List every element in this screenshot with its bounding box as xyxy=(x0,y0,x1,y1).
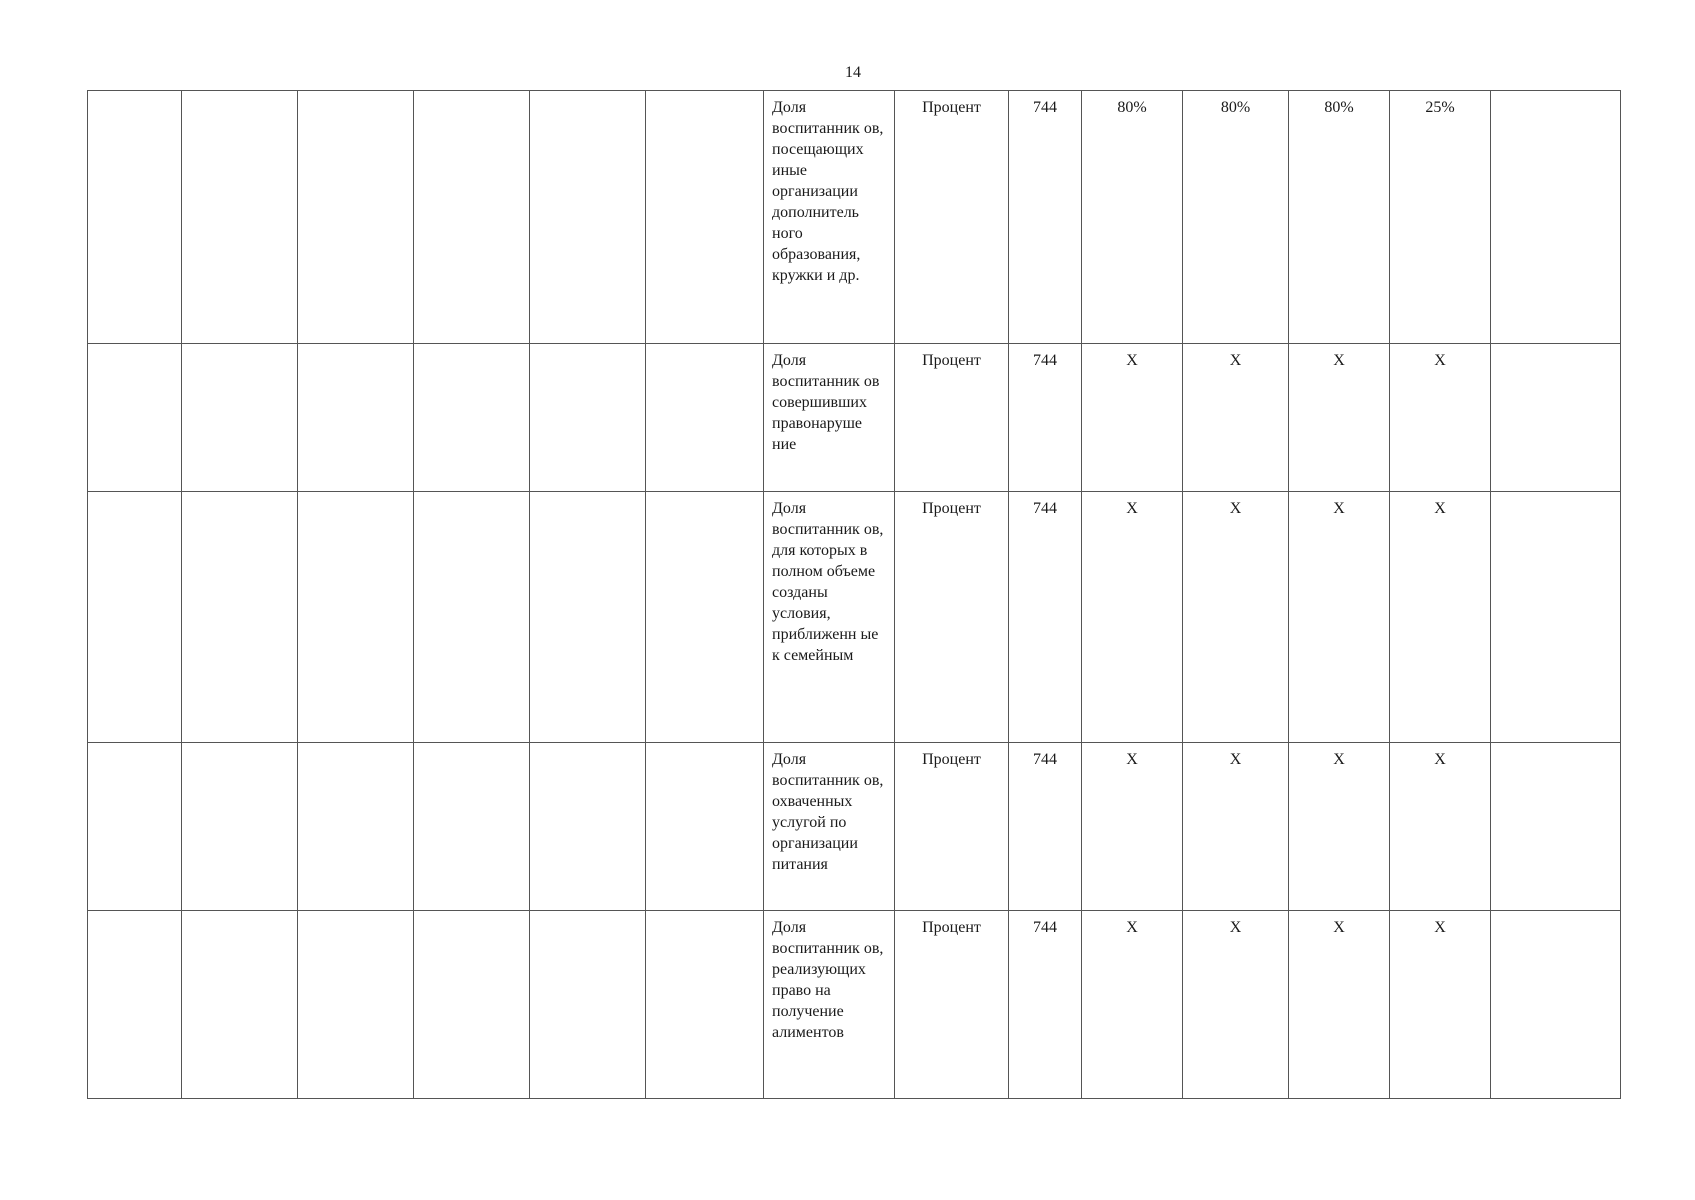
empty-cell xyxy=(182,911,298,1099)
empty-cell xyxy=(298,911,414,1099)
empty-cell xyxy=(88,743,182,911)
empty-cell xyxy=(530,911,646,1099)
indicator-cell: Доля воспитанник ов, посещающих иные организации дополнитель ного образования, кружки и др. xyxy=(764,91,895,344)
empty-cell xyxy=(298,344,414,492)
empty-cell xyxy=(530,344,646,492)
table-row xyxy=(88,743,1621,911)
code-cell: 744 xyxy=(1009,492,1082,743)
empty-cell xyxy=(646,91,764,344)
unit-cell: Процент xyxy=(895,91,1009,344)
value-cell: X xyxy=(1082,911,1183,1099)
empty-cell xyxy=(182,344,298,492)
empty-cell xyxy=(530,743,646,911)
empty-cell xyxy=(646,743,764,911)
value-cell: X xyxy=(1183,492,1289,743)
value-cell: X xyxy=(1390,911,1491,1099)
value-cell: 25% xyxy=(1390,91,1491,344)
value-cell: 80% xyxy=(1082,91,1183,344)
empty-cell xyxy=(414,344,530,492)
empty-cell xyxy=(646,344,764,492)
empty-cell xyxy=(88,492,182,743)
indicator-cell: Доля воспитанник ов, для которых в полном объеме созданы условия, приближенн ые к семейным xyxy=(764,492,895,743)
empty-cell xyxy=(646,911,764,1099)
value-cell: X xyxy=(1289,911,1390,1099)
empty-cell xyxy=(530,91,646,344)
indicator-cell: Доля воспитанник ов, реализующих право на получение алиментов xyxy=(764,911,895,1099)
empty-cell xyxy=(88,344,182,492)
empty-cell xyxy=(414,743,530,911)
empty-cell xyxy=(414,91,530,344)
value-cell: 80% xyxy=(1183,91,1289,344)
code-cell: 744 xyxy=(1009,911,1082,1099)
empty-cell xyxy=(298,91,414,344)
value-cell: X xyxy=(1183,344,1289,492)
empty-cell xyxy=(1491,492,1621,743)
empty-cell xyxy=(182,91,298,344)
value-cell: X xyxy=(1183,743,1289,911)
empty-cell xyxy=(88,911,182,1099)
value-cell: X xyxy=(1390,492,1491,743)
unit-cell: Процент xyxy=(895,911,1009,1099)
unit-cell: Процент xyxy=(895,743,1009,911)
empty-cell xyxy=(1491,344,1621,492)
value-cell: X xyxy=(1082,492,1183,743)
value-cell: X xyxy=(1289,743,1390,911)
table-row xyxy=(88,911,1621,1099)
empty-cell xyxy=(1491,911,1621,1099)
empty-cell xyxy=(298,743,414,911)
empty-cell xyxy=(646,492,764,743)
value-cell: X xyxy=(1390,344,1491,492)
empty-cell xyxy=(530,492,646,743)
empty-cell xyxy=(298,492,414,743)
empty-cell xyxy=(88,91,182,344)
empty-cell xyxy=(1491,91,1621,344)
table-row xyxy=(88,492,1621,743)
indicator-cell: Доля воспитанник ов, охваченных услугой по организации питания xyxy=(764,743,895,911)
code-cell: 744 xyxy=(1009,743,1082,911)
indicators-table xyxy=(87,90,1621,1099)
value-cell: X xyxy=(1390,743,1491,911)
value-cell: X xyxy=(1082,344,1183,492)
empty-cell xyxy=(414,911,530,1099)
empty-cell xyxy=(1491,743,1621,911)
code-cell: 744 xyxy=(1009,344,1082,492)
empty-cell xyxy=(182,492,298,743)
value-cell: X xyxy=(1082,743,1183,911)
indicator-cell: Доля воспитанник ов совершивших правонаруше ние xyxy=(764,344,895,492)
empty-cell xyxy=(414,492,530,743)
unit-cell: Процент xyxy=(895,492,1009,743)
value-cell: 80% xyxy=(1289,91,1390,344)
value-cell: X xyxy=(1289,344,1390,492)
empty-cell xyxy=(182,743,298,911)
value-cell: X xyxy=(1289,492,1390,743)
table-row xyxy=(88,344,1621,492)
code-cell: 744 xyxy=(1009,91,1082,344)
unit-cell: Процент xyxy=(895,344,1009,492)
value-cell: X xyxy=(1183,911,1289,1099)
table-row xyxy=(88,91,1621,344)
page-number: 14 xyxy=(845,64,861,81)
